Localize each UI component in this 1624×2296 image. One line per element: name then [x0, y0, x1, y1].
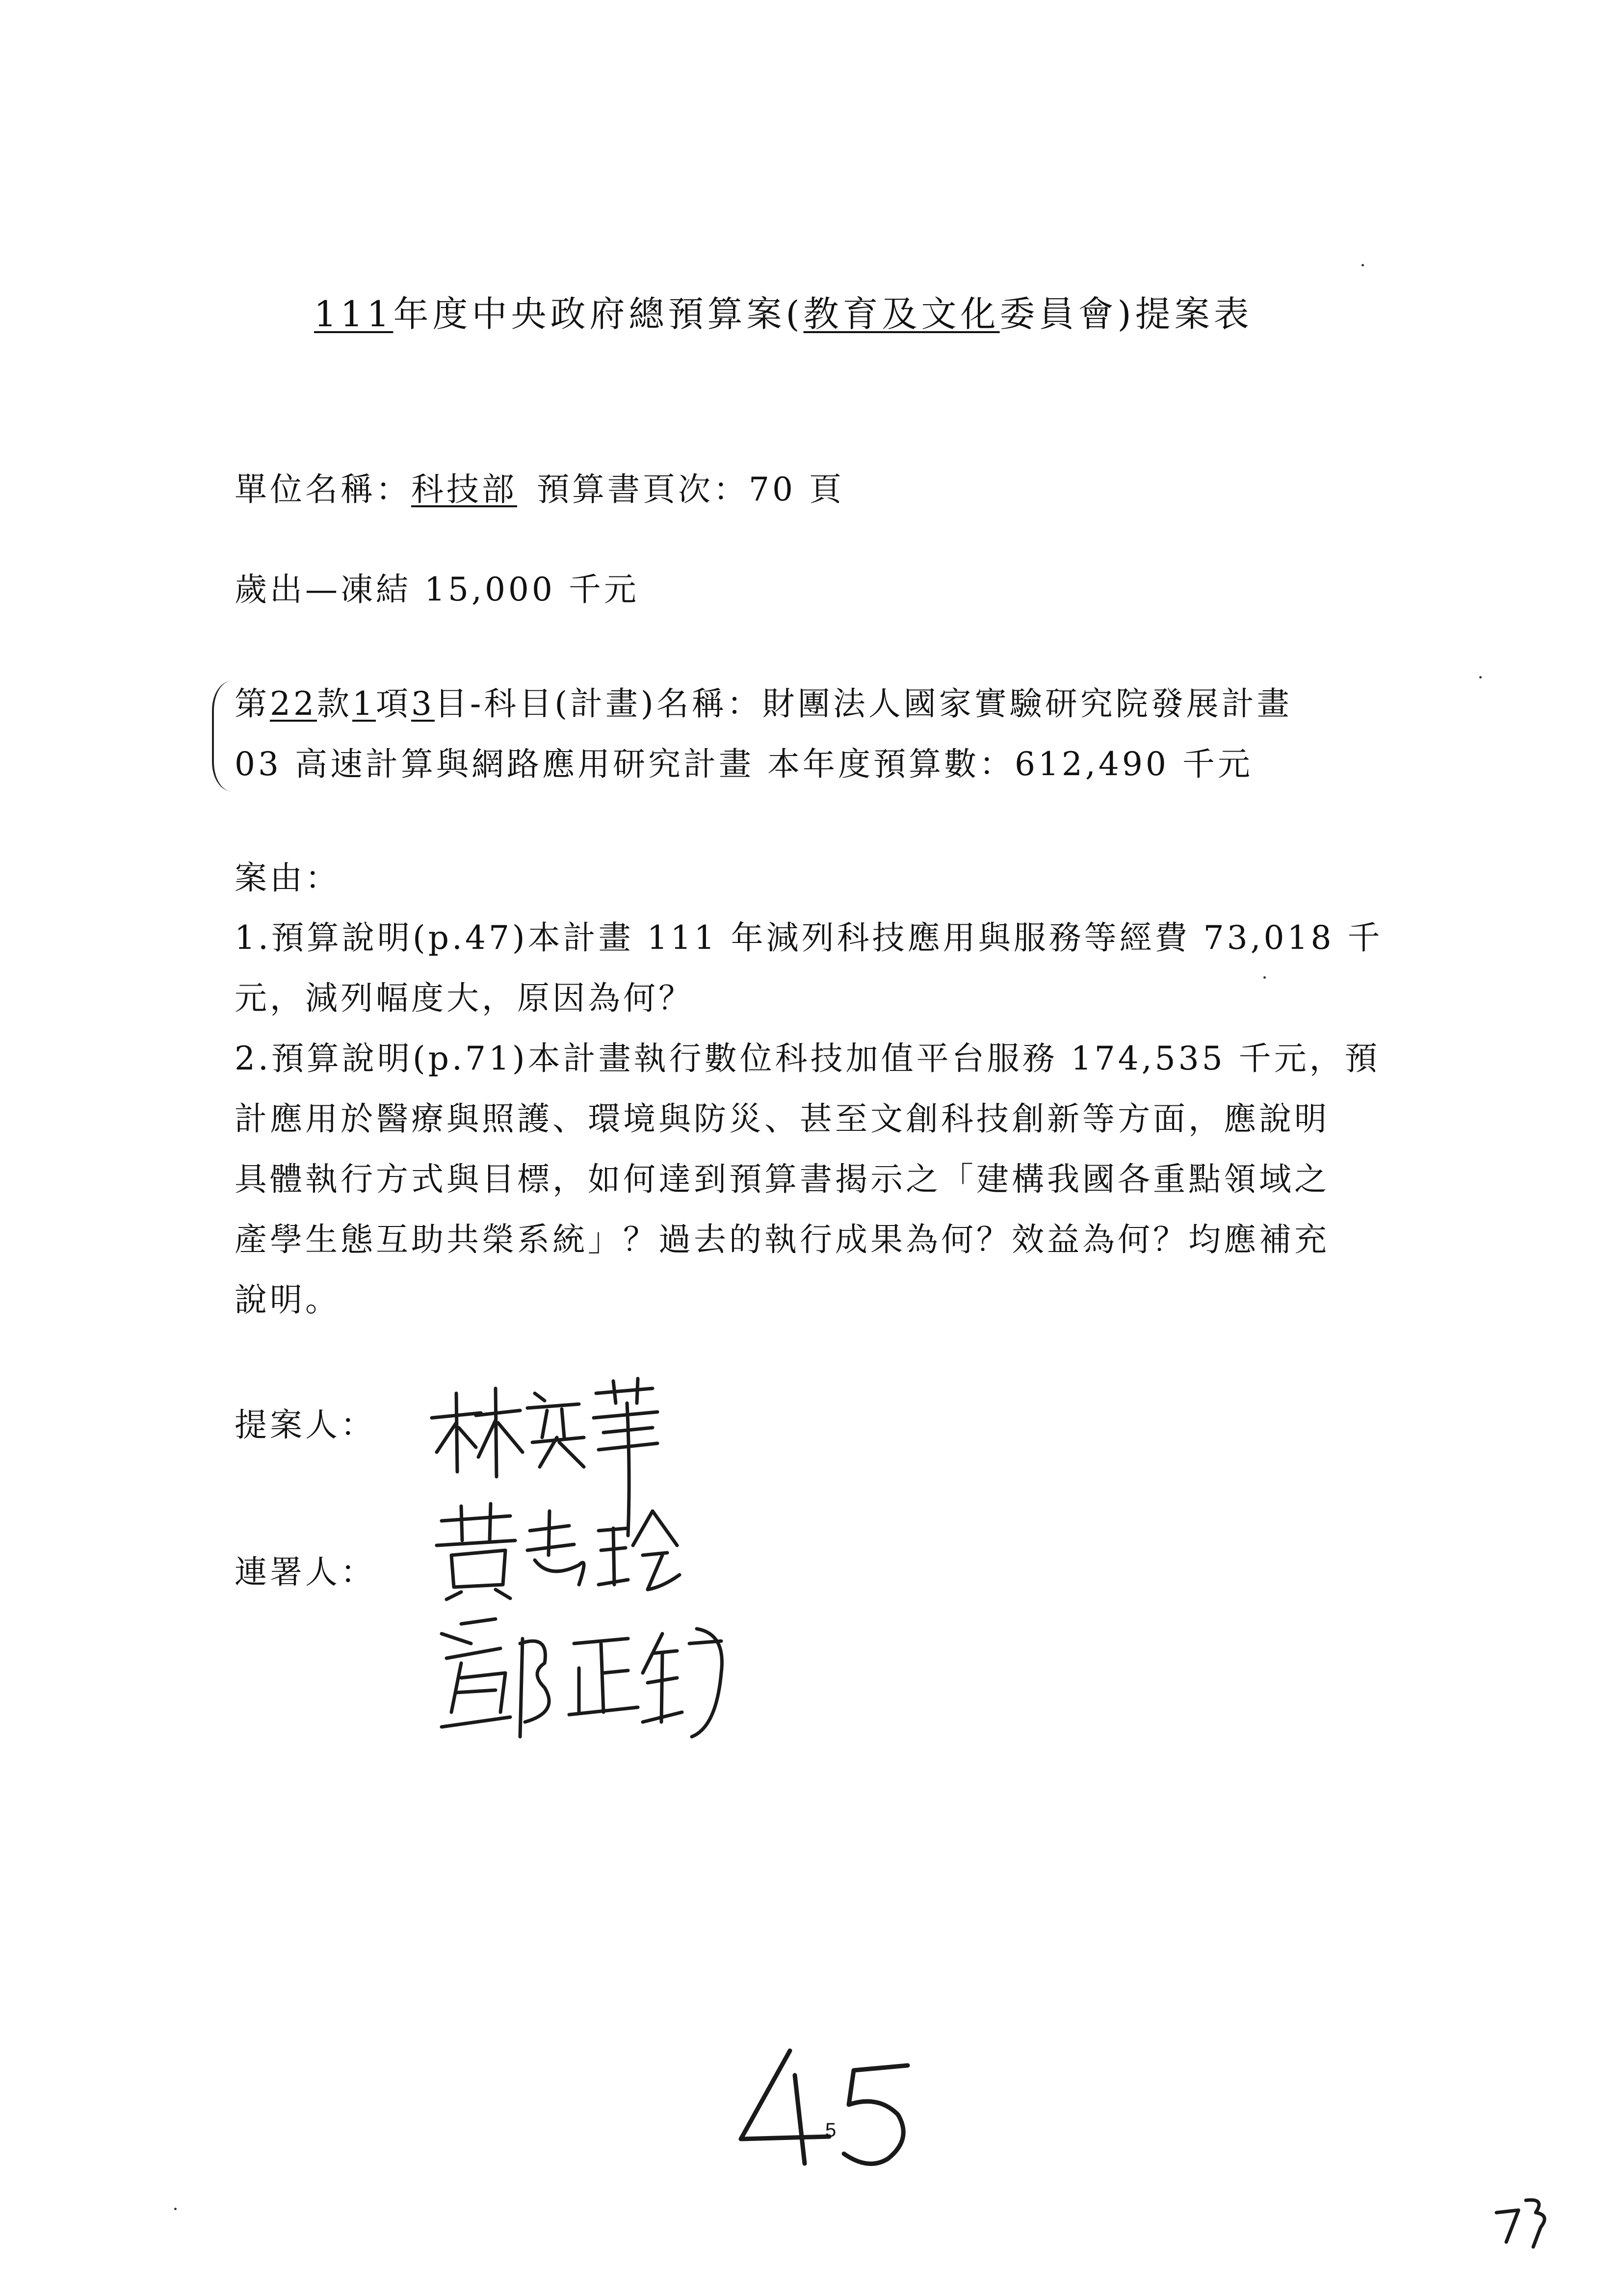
cosigner-signature-2 [432, 1614, 736, 1742]
reason-line: 元，減列幅度大，原因為何？ [235, 979, 694, 1017]
item-mu: 3 [411, 685, 435, 723]
item-program-name: 目-科目(計畫)名稱：財團法人國家實驗研究院發展計畫 [434, 685, 1292, 723]
unit-line [235, 470, 844, 509]
item-line-2: 03 高速計算與網路應用研究計畫 本年度預算數：612,490 千元 [235, 745, 1253, 783]
reason-line: 2.預算說明(p.71)本計畫執行數位科技加值平台服務 174,535 千元，預 [235, 1040, 1380, 1077]
title-part-b: 委員會)提案表 [999, 293, 1253, 335]
unit-name: 科技部 [411, 470, 517, 508]
cosigner-signature-1 [432, 1501, 687, 1599]
item-kuan: 22 [270, 685, 317, 723]
item-prefix: 第 [235, 685, 270, 723]
title-part-a: 年度中央政府總預算案( [393, 293, 804, 335]
scan-speck [1479, 676, 1482, 678]
cosigner-label: 連署人： [235, 1553, 376, 1591]
document-title [314, 294, 1253, 334]
budget-action: 歲出—凍結 15,000 千元 [235, 571, 639, 608]
item-xiang-label: 項 [375, 685, 411, 723]
budget-page: 預算書頁次：70 頁 [537, 470, 844, 508]
proposer-label: 提案人： [235, 1406, 376, 1444]
item-line-1 [235, 684, 1292, 724]
title-committee: 教育及文化 [803, 293, 1000, 335]
reason-line: 1.預算說明(p.47)本計畫 111 年減列科技應用與服務等經費 73,018 千 [235, 919, 1383, 957]
reason-line: 計應用於醫療與照護、環境與防災、甚至文創科技創新等方面，應說明 [235, 1100, 1330, 1138]
reason-line: 產學生態互助共榮系統」？過去的執行成果為何？效益為何？均應補充 [235, 1221, 1330, 1258]
scan-speck [1362, 264, 1364, 266]
page-number: 5 [825, 2119, 837, 2141]
reason-line: 具體執行方式與目標，如何達到預算書揭示之「建構我國各重點領域之 [235, 1160, 1330, 1198]
item-kuan-label: 款 [316, 685, 352, 723]
item-xiang: 1 [352, 685, 376, 723]
corner-handwritten-mark [1492, 2193, 1560, 2252]
title-year: 111 [314, 293, 393, 335]
reason-line: 說明。 [235, 1281, 341, 1319]
bracket-mark [212, 681, 234, 791]
handwritten-page-number [731, 2046, 937, 2173]
scan-speck [174, 2208, 177, 2210]
reason-label: 案由： [235, 859, 341, 897]
scan-speck [1263, 976, 1266, 979]
unit-label: 單位名稱： [235, 470, 411, 508]
